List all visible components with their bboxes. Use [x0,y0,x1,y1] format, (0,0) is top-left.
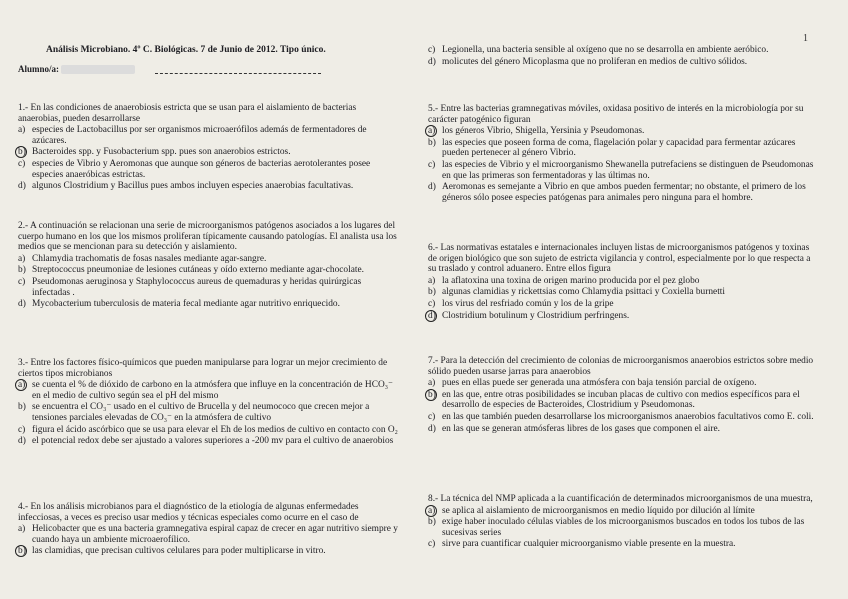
option-a: a) se cuenta el % de dióxido de carbono en la atmósfera que influye en la concentración de HCO₃⁻ en el medio de cultivo según sea el pH del mismo [18,380,393,401]
option-c: c) Pseudomonas aeruginosa y Staphylococcus aureus de quemaduras y heridas quirúrgicas infectadas . [18,276,362,298]
option-a: a) Chlamydia trachomatis de fosas nasales mediante agar-sangre. [18,253,267,264]
option-d: d) en las que se generan atmósferas libres de los gases que componen el aire. [428,423,721,434]
redacted-name [61,65,135,74]
question-5 [428,104,816,204]
student-name-field [18,64,321,74]
question-stem: 3.- Entre los factores físico-químicos que pueden manipularse para lograr un mejor crecimiento de ciertos tipos microbianos [18,358,388,379]
question-stem: 2.- A continuación se relacionan una serie de microorganismos patógenos asociados a los lugares del cuerpo humano en los que los mismos proliferan típicamente causando patologías. El analista usa los medios que se mencionan para su detección y aislamiento. [18,221,397,253]
question-8 [428,494,816,551]
question-4 [18,502,400,558]
option-c: c) en las que también pueden desarrollarse los microorganismos anaerobios facultativos como E. coli. [428,411,814,422]
page-number: 1 [803,33,808,44]
option-a: a) Helicobacter que es una bacteria gramnegativa espiral capaz de crecer en agar nutritivo siempre y cuando haya un ambiente microaerofílico. [18,524,398,545]
question-stem: 1.- En las condiciones de anaerobiosis estricta que se usan para el aislamiento de bacterias anaerobias, pueden desarrollarse [18,103,357,124]
option-b: b) exige haber inoculado células viables de los microorganismos buscados en todos los tubos de las sucesivas series [428,517,805,538]
option-b: b) las clamidias, que precisan cultivos celulares para poder multiplicarse in vitro. [18,546,326,557]
option-d: d) molicutes del género Micoplasma que no proliferan en medios de cultivo sólidos. [428,56,748,67]
option-b: b) las especies que poseen forma de coma, flagelación polar y capacidad para fermentar azúcares pueden pertenecer al género Vibrio. [428,137,796,159]
option-d: d) Clostridium botulinum y Clostridium perfringens. [428,310,630,321]
option-b: b) algunas clamidias y rickettsias como Chlamydia psittaci y Coxiella burnetti [428,287,726,298]
option-d: d) algunos Clostridium y Bacillus pues ambos incluyen especies anaerobias facultativas. [18,181,354,192]
question-1 [18,103,400,193]
question-2 [18,221,400,311]
option-c: c) los virus del resfriado común y los de la gripe [428,298,614,309]
option-c: c) Legionella, una bacteria sensible al oxígeno que no se desarrolla en ambiente aeróbico. [428,45,769,55]
answer-circle: b) [18,147,32,158]
option-b: b) en las que, entre otras posibilidades se incuban placas de cultivo con medios específicos para el desarrollo de especies de Bacteroides, Clostridium y Pseudomonas. [428,389,800,411]
question-stem: 5.- Entre las bacterias gramnegativas móviles, oxidasa positivo de interés en la microbiología por su carácter patogénico figuran [428,104,804,125]
option-d: d) Aeromonas es semejante a Vibrio en que ambos pueden fermentar; no obstante, el primero de los géneros sólo posee especies patógenas para animales pero ninguna para el hombre. [428,182,806,203]
option-c: c) sirve para cuantificar cualquier microorganismo viable presente en la muestra. [428,539,736,550]
student-label: Alumno/a: [18,64,60,74]
answer-circle: b) [428,390,442,411]
option-d: d) Mycobacterium tuberculosis de materia fecal mediante agar nutritivo enriquecido. [18,299,340,310]
option-d: d) el potencial redox debe ser ajustado a valores superiores a -200 mv para el cultivo de anaerobios [18,436,394,447]
question-7 [428,356,816,435]
answer-circle: b) [18,546,32,557]
answer-circle: a) [428,506,442,517]
option-c: c) figura el ácido ascórbico que se usa para elevar el Eh de los medios de cultivo en contacto con O₂ [18,424,398,435]
option-a: a) pues en ellas puede ser generada una atmósfera con baja tensión parcial de oxígeno. [428,378,757,389]
exam-title: Análisis Microbiano. 4º C. Biológicas. 7 de Junio de 2012. Tipo único. [46,45,326,55]
option-a: a) se aplica al aislamiento de microorganismos en medio líquido por dilución al límite [428,505,755,516]
question-6 [428,243,816,322]
option-c: c) especies de Vibrio y Aeromonas que aunque son géneros de bacterias aerotolerantes posee especies anaeróbicas estrictas. [18,158,371,180]
option-a: a) la aflatoxina una toxina de origen marino producida por el pez globo [428,275,700,286]
option-a: a) los géneros Vibrio, Shigella, Yersinia y Pseudomonas. [428,126,645,137]
option-b: b) se encuentra el CO₃⁻ usado en el cultivo de Brucella y del neumococo que crecen mejor a tensiones parciales elevadas de CO₃⁻ en la atmósfera de cultivo [18,402,370,423]
name-line [155,65,321,74]
answer-circle: a) [428,126,442,137]
question-stem: 4.- En los análisis microbianos para el diagnóstico de la etiología de algunas enfermedades infecciosas, a veces es preciso usar medios y técnicas especiales como ocurre en el caso de [18,502,359,523]
question-4-continued [428,45,816,68]
question-stem: 7.- Para la detección del crecimiento de colonias de microorganismos anaerobios estrictos sobre medio sólido pueden usarse jarras para anaerobios [428,356,814,377]
answer-circle: d) [428,311,442,322]
question-3 [18,358,400,448]
question-stem: 8.- La técnica del NMP aplicada a la cuantificación de determinados microorganismos de una muestra, [428,494,813,504]
answer-circle: a) [18,380,32,401]
option-b: b) Bacteroides spp. y Fusobacterium spp. pues son anaerobios estrictos. [18,147,291,158]
option-c: c) las especies de Vibrio y el microorganismo Shewanella putrefaciens se distinguen de Pseudomonas en que las primeras son fermentadoras y las últimas no. [428,159,814,181]
option-a: a) especies de Lactobacillus por ser organismos microaerófilos además de fermentadores de azúcares. [18,125,367,146]
question-stem: 6.- Las normativas estatales e internacionales incluyen listas de microorganismos patógenos y toxinas de origen biológico que son sujeto de estricta vigilancia y control, especialmente por lo que respecta a su traslado y control aduanero. Entre ellos figura [428,243,811,275]
option-b: b) Streptococcus pneumoniae de lesiones cutáneas y oído externo mediante agar-chocolate. [18,265,364,276]
